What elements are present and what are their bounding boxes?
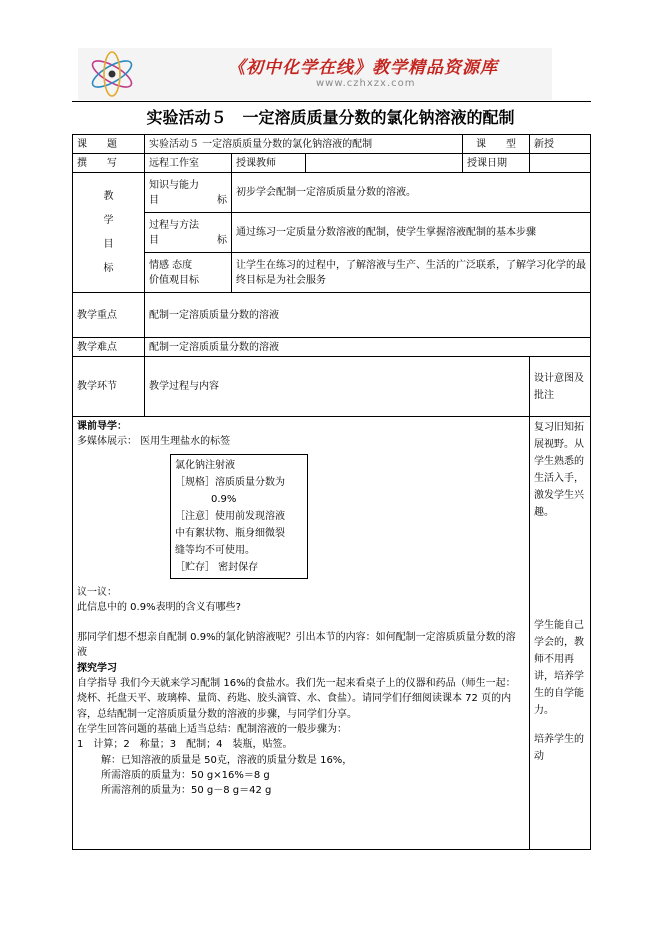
note-2: 学生能自己学会的，教师不用再讲，培养学生的自学能力。 bbox=[534, 620, 585, 716]
note-3: 培养学生的动 bbox=[534, 734, 585, 762]
summary-text: 在学生回答问题的基础上适当总结：配制溶液的一般步骤为： bbox=[77, 723, 347, 735]
note-1: 复习旧知拓展视野。从学生熟悉的生活入手，激发学生兴趣。 bbox=[534, 422, 585, 518]
transition-text: 那同学们想不想亲自配制 0.9%的氯化钠溶液呢？引出本节的内容：如何配制一定溶质质量分数的溶液 bbox=[77, 632, 516, 659]
discuss-heading: 议一议： bbox=[77, 586, 117, 598]
difficulty-row bbox=[73, 338, 591, 357]
goal-name: 情感 态度 价值观目标 bbox=[145, 253, 232, 293]
notes-header: 设计意图及批注 bbox=[530, 357, 591, 417]
topic-value: 实验活动５ 一定溶质质量分数的氯化钠溶液的配制 bbox=[145, 135, 463, 154]
difficulty-text: 配制一定溶质质量分数的溶液 bbox=[145, 338, 591, 357]
topic-label: 课 题 bbox=[73, 135, 145, 154]
teacher-label: 授课教师 bbox=[232, 154, 306, 173]
saline-label-box: 氯化钠注射液 ［规格］溶质质量分数为 0.9% ［注意］使用前发现溶液 中有絮状物、瓶身细微裂 缝等均不可使用。 ［贮存］ 密封保存 bbox=[170, 454, 308, 579]
question-text: 此信息中的 0.9%表明的含义有哪些? bbox=[77, 601, 241, 613]
goal-name: 知识与能力 目 标 bbox=[145, 173, 232, 213]
steps-text: 1 计算；2 称量；3 配制；4 装瓶，贴签。 bbox=[77, 739, 293, 751]
difficulty-label: 教学难点 bbox=[73, 338, 145, 357]
goal-text: 让学生在练习的过程中，了解溶液与生产、生活的广泛联系，了解学习化学的最终目标是为社会服务 bbox=[232, 253, 591, 293]
process-text: 教学过程与内容 bbox=[145, 357, 530, 417]
page-title: 实验活动５ 一定溶质质量分数的氯化钠溶液的配制 bbox=[146, 108, 515, 127]
process-header-row bbox=[73, 357, 591, 417]
type-label: 课 型 bbox=[463, 135, 530, 154]
goal-text: 初步学会配制一定溶质质量分数的溶液。 bbox=[232, 173, 591, 213]
date-value bbox=[530, 154, 591, 173]
content-row bbox=[73, 417, 591, 850]
banner-title: 《初中化学在线》教学精品资源库 bbox=[228, 58, 498, 78]
solute-text: 所需溶质的质量为：50 g×16%＝8 g bbox=[101, 769, 270, 781]
logo-icon bbox=[84, 50, 140, 98]
goal-row-process bbox=[73, 213, 591, 253]
media-line: 多媒体展示： 医用生理盐水的标签 bbox=[77, 436, 231, 448]
goal-row-knowledge bbox=[73, 173, 591, 213]
banner-url: www.czhxzx.com bbox=[316, 78, 416, 89]
goal-text: 通过练习一定质量分数溶液的配制，使学生掌握溶液配制的基本步骤 bbox=[232, 213, 591, 253]
author-row bbox=[73, 154, 591, 173]
design-notes bbox=[530, 417, 591, 850]
goal-name: 过程与方法 目 标 bbox=[145, 213, 232, 253]
key-point-label: 教学重点 bbox=[73, 293, 145, 338]
date-label: 授课日期 bbox=[463, 154, 530, 173]
type-value: 新授 bbox=[530, 135, 591, 154]
lesson-plan-table bbox=[72, 134, 591, 850]
goals-label: 教 学 目 标 bbox=[73, 173, 145, 293]
header-banner bbox=[78, 48, 552, 100]
guide-text: 自学指导 我们今天就来学习配制 16%的食盐水。我们先一起来看桌子上的仪器和药品（师生一起：烧杯、托盘天平、玻璃棒、量筒、药匙、胶头滴管、水、食盐）。请同学们仔细阅读课本 72 页的内容，总结配制一定溶质质量分数的溶液的步骤，与同学们分享。 bbox=[77, 678, 516, 720]
solve-text: 解：已知溶液的质量是 50克，溶液的质量分数是 16%， bbox=[101, 754, 353, 766]
lesson-content bbox=[73, 417, 530, 850]
solvent-text: 所需溶剂的质量为：50 g－8 g＝42 g bbox=[101, 785, 272, 797]
header-divider bbox=[72, 101, 591, 102]
teacher-value bbox=[306, 154, 463, 173]
key-point-text: 配制一定溶质质量分数的溶液 bbox=[145, 293, 591, 338]
process-label: 教学环节 bbox=[73, 357, 145, 417]
author-label: 撰 写 bbox=[73, 154, 145, 173]
goal-row-emotion bbox=[73, 253, 591, 293]
explore-heading: 探究学习 bbox=[77, 662, 117, 674]
topic-row bbox=[73, 135, 591, 154]
author-value: 远程工作室 bbox=[145, 154, 232, 173]
key-point-row bbox=[73, 293, 591, 338]
intro-heading: 课前导学： bbox=[77, 421, 127, 432]
